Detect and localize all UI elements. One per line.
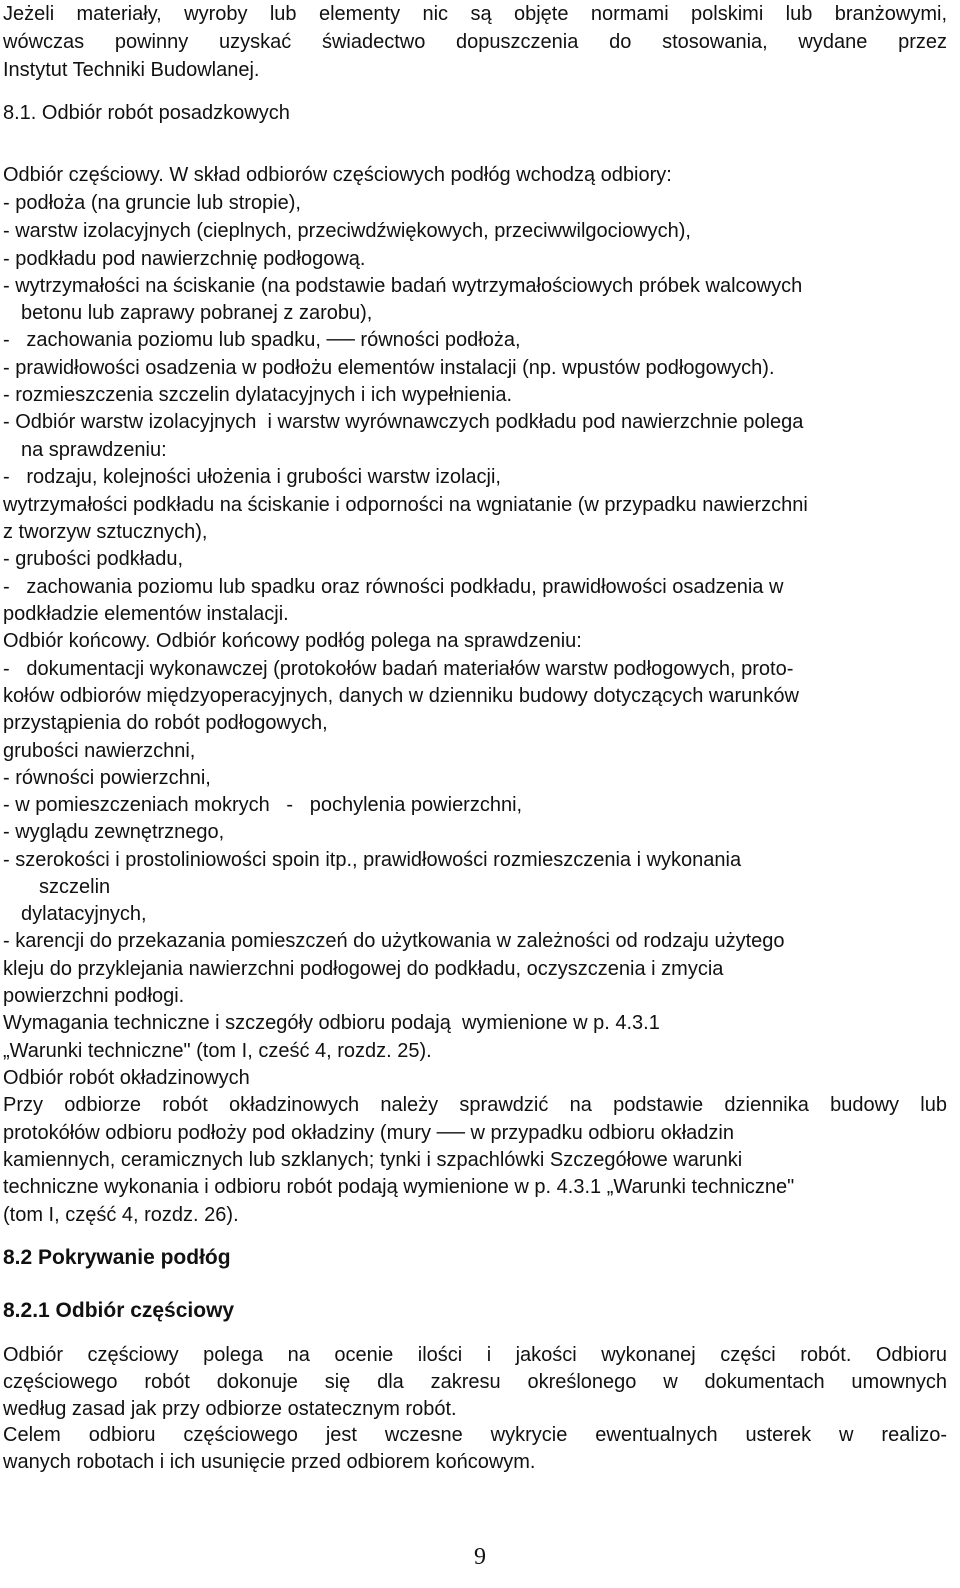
list-item: - zachowania poziomu lub spadku oraz równości podkładu, prawidłowości osadzenia w bbox=[3, 576, 784, 598]
text-line: powierzchni podłogi. bbox=[3, 985, 185, 1007]
text-line: wanych robotach i ich usunięcie przed odbiorem końcowym. bbox=[3, 1451, 536, 1473]
text-line: kamiennych, ceramicznych lub szklanych; tynki i szpachlówki Szczegółowe warunki bbox=[3, 1149, 743, 1171]
text-line: (tom I, część 4, rozdz. 26). bbox=[3, 1204, 239, 1226]
list-item: - prawidłowości osadzenia w podłożu elementów instalacji (np. wpustów podłogowych). bbox=[3, 357, 775, 379]
list-item: - rodzaju, kolejności ułożenia i grubości warstw izolacji, bbox=[3, 466, 501, 488]
list-item: - grubości podkładu, bbox=[3, 548, 184, 570]
text-line: Odbiór częściowy. W skład odbiorów częściowych podłóg wchodzą odbiory: bbox=[3, 164, 672, 186]
list-item: - dokumentacji wykonawczej (protokołów badań materiałów warstw podłogowych, proto- bbox=[3, 658, 794, 680]
text-line: grubości nawierzchni, bbox=[3, 740, 196, 762]
text-line: „Warunki techniczne" (tom I, cześć 4, rozdz. 25). bbox=[3, 1040, 432, 1062]
text-line: Odbiór częściowy polega na ocenie ilości i jakości wykonanej części robót. Odbioru bbox=[3, 1344, 947, 1366]
section-heading-8-2: 8.2 Pokrywanie podłóg bbox=[3, 1246, 231, 1269]
list-item: - karencji do przekazania pomieszczeń do użytkowania w zależności od rodzaju użytego bbox=[3, 930, 785, 952]
text-line: podkładzie elementów instalacji. bbox=[3, 603, 289, 625]
text-line: wytrzymałości podkładu na ściskanie i odporności na wgniatanie (w przypadku nawierzchni bbox=[3, 494, 808, 516]
section-heading-8-1: 8.1. Odbiór robót posadzkowych bbox=[3, 102, 290, 124]
list-item-continuation: na sprawdzeniu: bbox=[21, 439, 167, 461]
list-item: - zachowania poziomu lub spadku, ── równości podłoża, bbox=[3, 329, 521, 351]
list-item-continuation: szczelin bbox=[39, 876, 111, 898]
list-item-continuation: dylatacyjnych, bbox=[21, 903, 147, 925]
text-line: kleju do przyklejania nawierzchni podłogowej do podkładu, oczyszczenia i zmycia bbox=[3, 958, 724, 980]
list-item: - wyglądu zewnętrznego, bbox=[3, 821, 225, 843]
list-item: - rozmieszczenia szczelin dylatacyjnych i ich wypełnienia. bbox=[3, 384, 513, 406]
text-line: Celem odbioru częściowego jest wczesne wykrycie ewentualnych usterek w realizo- bbox=[3, 1424, 947, 1446]
list-item: - warstw izolacyjnych (cieplnych, przeciwdźwiękowych, przeciwwilgociowych), bbox=[3, 220, 691, 242]
list-item-continuation: betonu lub zaprawy pobranej z zarobu), bbox=[21, 302, 373, 324]
text-line: według zasad jak przy odbiorze ostatecznym robót. bbox=[3, 1398, 457, 1420]
list-item: - Odbiór warstw izolacyjnych i warstw wyrównawczych podkładu pod nawierzchnie polega bbox=[3, 411, 804, 433]
list-item: - podkładu pod nawierzchnię podłogową. bbox=[3, 248, 366, 270]
list-item: - w pomieszczeniach mokrych - pochylenia powierzchni, bbox=[3, 794, 523, 816]
text-line: Jeżeli materiały, wyroby lub elementy nic są objęte normami polskimi lub branżowymi, bbox=[3, 3, 947, 25]
text-line: kołów odbiorów międzyoperacyjnych, danych w dzienniku budowy dotyczących warunków bbox=[3, 685, 799, 707]
text-line: z tworzyw sztucznych), bbox=[3, 521, 208, 543]
list-item: - wytrzymałości na ściskanie (na podstawie badań wytrzymałościowych próbek walcowych bbox=[3, 275, 803, 297]
text-line: wówczas powinny uzyskać świadectwo dopuszczenia do stosowania, wydane przez bbox=[3, 31, 947, 53]
list-item: - podłoża (na gruncie lub stropie), bbox=[3, 192, 301, 214]
text-line: Wymagania techniczne i szczegóły odbioru podają wymienione w p. 4.3.1 bbox=[3, 1012, 660, 1034]
subheading-cladding: Odbiór robót okładzinowych bbox=[3, 1067, 250, 1089]
text-line: Przy odbiorze robót okładzinowych należy sprawdzić na podstawie dziennika budowy lub bbox=[3, 1094, 947, 1116]
page-number: 9 bbox=[474, 1544, 486, 1570]
list-item: - szerokości i prostoliniowości spoin itp., prawidłowości rozmieszczenia i wykonania bbox=[3, 849, 742, 871]
text-line: Odbiór końcowy. Odbiór końcowy podłóg polega na sprawdzeniu: bbox=[3, 630, 582, 652]
list-item: - równości powierzchni, bbox=[3, 767, 211, 789]
text-line: Instytut Techniki Budowlanej. bbox=[3, 59, 260, 81]
text-line: częściowego robót dokonuje się dla zakresu określonego w dokumentach umownych bbox=[3, 1371, 947, 1393]
section-heading-8-2-1: 8.2.1 Odbiór częściowy bbox=[3, 1299, 235, 1322]
text-line: protokółów odbioru podłoży pod okładziny (mury ── w przypadku odbioru okładzin bbox=[3, 1122, 734, 1144]
text-line: techniczne wykonania i odbioru robót podają wymienione w p. 4.3.1 „Warunki techniczne" bbox=[3, 1176, 795, 1198]
text-line: przystąpienia do robót podłogowych, bbox=[3, 712, 328, 734]
